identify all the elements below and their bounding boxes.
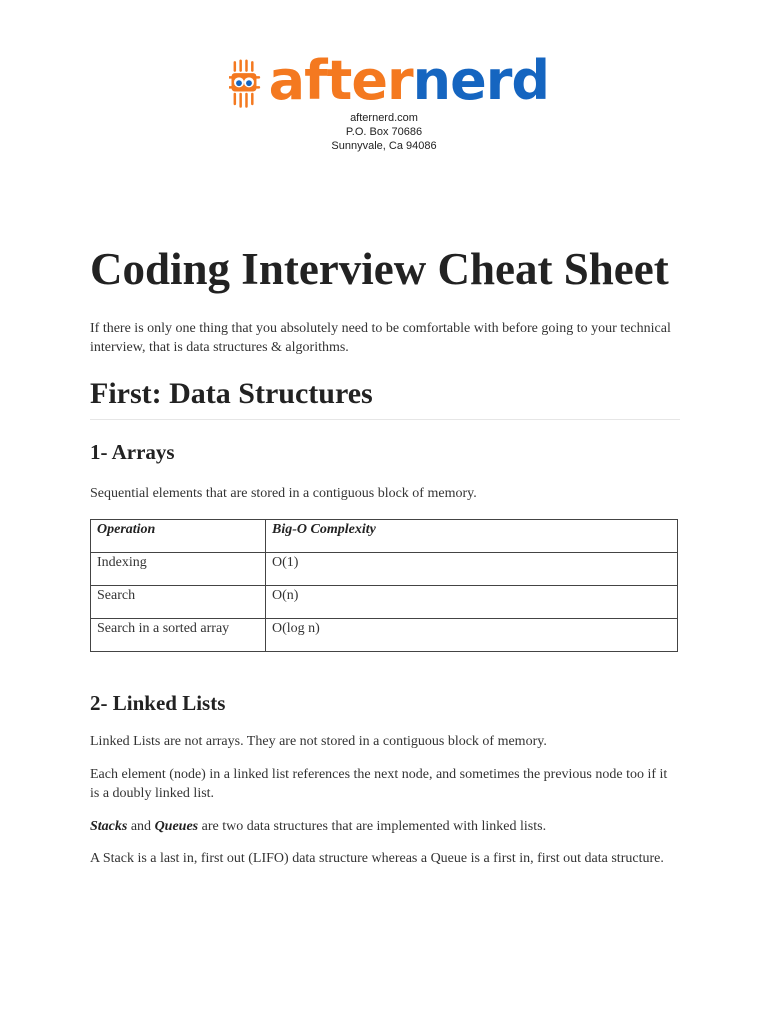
- text-rest: are two data structures that are implemented with linked lists.: [198, 819, 547, 834]
- heading-linked-lists: 2- Linked Lists: [90, 691, 226, 715]
- linked-lists-paragraph-1: Linked Lists are not arrays. They are not stored in a contiguous block of memory.: [90, 734, 547, 749]
- table-header-complexity: Big-O Complexity: [266, 520, 678, 553]
- arrays-complexity-table: [90, 519, 678, 652]
- logo-part-nerd: nerd: [412, 49, 549, 112]
- afternerd-logo: [229, 49, 549, 116]
- linked-lists-paragraph-4: A Stack is a last in, first out (LIFO) data structure whereas a Queue is a first in, first out data structure.: [90, 851, 664, 866]
- table-row: [91, 553, 678, 586]
- table-cell-operation: Indexing: [91, 553, 266, 586]
- company-address: [0, 111, 768, 153]
- term-queues: Queues: [154, 819, 199, 834]
- text-and: and: [127, 819, 155, 834]
- page-title: Coding Interview Cheat Sheet: [90, 244, 669, 294]
- address-po-box: P.O. Box 70686: [345, 126, 423, 138]
- table-row: [91, 619, 678, 652]
- table-header-operation: Operation: [91, 520, 266, 553]
- address-website: afternerd.com: [350, 112, 418, 124]
- section-divider: [90, 419, 680, 420]
- heading-arrays: 1- Arrays: [90, 440, 175, 464]
- logo-wordmark: [268, 49, 549, 112]
- table-cell-complexity: O(log n): [266, 619, 678, 652]
- nerd-glasses-icon: [229, 54, 261, 114]
- table-cell-complexity: O(1): [266, 553, 678, 586]
- linked-lists-paragraph-3: [90, 817, 680, 836]
- linked-lists-paragraph-2: Each element (node) in a linked list references the next node, and sometimes the previous node too if it is a doubly linked list.: [90, 767, 668, 801]
- term-stacks: Stacks: [90, 819, 128, 834]
- table-cell-complexity: O(n): [266, 586, 678, 619]
- table-cell-operation: Search in a sorted array: [91, 619, 266, 652]
- table-row: [91, 586, 678, 619]
- table-cell-operation: Search: [91, 586, 266, 619]
- table-header-row: [91, 520, 678, 553]
- address-city: Sunnyvale, Ca 94086: [331, 140, 437, 152]
- arrays-description: Sequential elements that are stored in a contiguous block of memory.: [90, 486, 477, 501]
- section-heading-data-structures: First: Data Structures: [90, 377, 373, 410]
- logo-part-after: after: [268, 49, 413, 112]
- intro-paragraph: If there is only one thing that you absolutely need to be comfortable with before going to your technical interview, that is data structures & algorithms.: [90, 321, 671, 355]
